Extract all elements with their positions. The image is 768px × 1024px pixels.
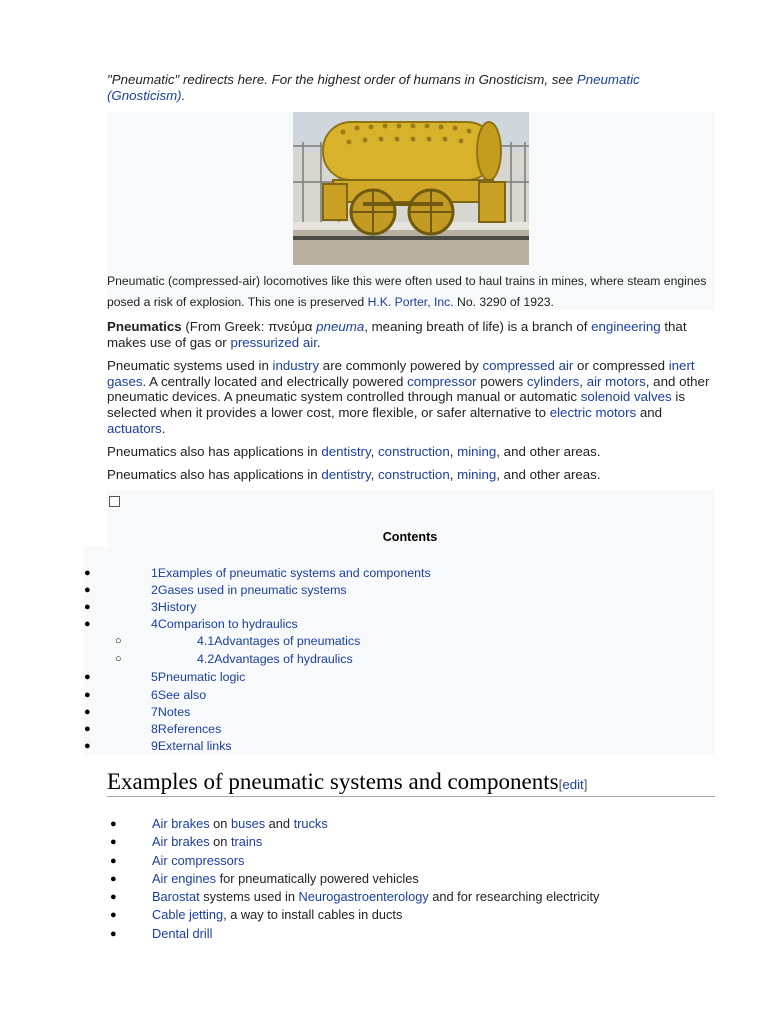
toc-number: 1 [151,566,158,580]
hollow-bullet-icon: ○ [115,635,122,647]
list-item [107,888,715,906]
list-text: on [209,816,231,831]
toc-item-6[interactable] [84,688,207,703]
systems-paragraph [107,358,713,437]
link-buses[interactable]: buses [230,816,266,831]
edit-bracket-open: [ [558,777,563,792]
toc-item-5[interactable] [84,670,246,685]
list-item [107,815,715,833]
bullet-icon: ● [84,567,91,579]
list-text: and for researching electricity [428,889,600,905]
p2-link-compressed-air[interactable]: compressed air [482,358,574,373]
p4-text-2: , [370,467,379,482]
p2-text-3: or compressed [573,358,669,373]
toc-label: Comparison to hydraulics [157,617,298,631]
toc-number: 4 [151,617,158,631]
toc-item-4-2[interactable] [115,652,353,667]
toc-number: 4.1 [197,634,215,648]
edit-link[interactable]: edit [562,777,584,792]
intro-text-4: that makes use of gas or [107,319,687,350]
toc-label: Gases used in pneumatic systems [157,583,347,597]
caption-text-a: Pneumatic (compressed-air) locomotives like this were often used to haul trains in mines, where steam engines posed a risk of explosion. This one is preserved [107,274,707,309]
toc-item-4-1[interactable] [115,634,361,649]
intro-greek: πνεύμα [268,319,313,334]
p3-text-4: , and other areas. [496,444,601,459]
list-text: on [209,834,231,850]
p3-link-construction[interactable]: construction [378,444,450,459]
examples-list [107,815,715,943]
p3-link-mining[interactable]: mining [457,444,497,459]
toc-number: 9 [151,739,158,753]
toc-number: 3 [151,600,158,614]
edit-bracket-close: ] [583,777,588,792]
p2-link-inert-gases[interactable]: inert gases [107,358,695,389]
bullet-icon: ● [84,584,91,596]
p2-text-9: and [636,405,663,421]
intro-text-5: . [316,334,321,350]
p3-link-dentistry[interactable]: dentistry [321,444,371,459]
list-text: for pneumatically powered vehicles [216,870,419,886]
bullet-icon: ● [84,723,91,735]
toc-item-2[interactable] [84,583,347,598]
p4-text-4: , and other areas. [496,467,601,482]
bullet-icon: ● [84,706,91,718]
p2-text-1: Pneumatic systems used in [107,358,273,373]
intro-text-1: (From Greek: [181,319,269,334]
p2-link-solenoid-valves[interactable]: solenoid valves [580,389,672,405]
list-item [107,870,715,888]
toc-label: Advantages of hydraulics [214,652,353,666]
applications-paragraph-repeat [107,467,713,483]
section-heading-text: Examples of pneumatic systems and components [107,769,559,794]
p2-text-2: are commonly powered by [319,358,483,373]
toc-item-1[interactable] [84,566,431,581]
link-dental-drill[interactable]: Dental drill [152,925,213,941]
intro-link-pneuma[interactable]: pneuma [316,319,365,334]
p2-link-actuators[interactable]: actuators [107,420,162,436]
hatnote-end: . [181,88,186,103]
toc-number: 8 [151,722,158,736]
bullet-icon: ● [110,927,117,940]
link-barostat[interactable]: Barostat [152,889,200,905]
toc-number: 2 [151,583,158,597]
list-item [107,833,715,851]
figure-caption [107,271,707,313]
p4-link-construction[interactable]: construction [378,467,450,482]
toc-label: Advantages of pneumatics [214,634,361,648]
toc-item-3[interactable] [84,600,197,615]
bullet-icon: ● [84,618,91,630]
bullet-icon: ● [110,872,117,885]
bullet-icon: ● [110,818,117,830]
p4-link-mining[interactable]: mining [457,467,497,482]
link-air-brakes[interactable]: Air brakes [152,816,210,831]
bullet-icon: ● [110,836,117,849]
p2-link-industry[interactable]: industry [272,358,320,373]
link-air-engines[interactable]: Air engines [152,870,217,886]
toc-label: Pneumatic logic [157,670,246,684]
p2-text-8: is selected when it provides a lower cost, more flexible, or safer alternative to [107,389,686,421]
intro-paragraph [107,319,713,350]
bullet-icon: ● [84,740,91,752]
intro-link-pressurized-air[interactable]: pressurized air [230,334,317,350]
link-air-compressors[interactable]: Air compressors [152,852,245,868]
applications-paragraph [107,444,713,460]
link-trains[interactable]: trains [230,834,263,850]
toc-toggle-checkbox[interactable] [109,496,120,507]
hatnote-text: "Pneumatic" redirects here. For the highest order of humans in Gnosticism, see [107,72,577,87]
list-item [107,852,715,870]
bullet-icon: ● [84,689,91,701]
p3-text-3: , [449,444,458,459]
list-text: systems used in [199,889,299,905]
toc-title: Contents [382,530,438,544]
toc-label: Notes [157,705,191,719]
intro-bold-term: Pneumatics [107,319,182,334]
p2-text-5: powers [476,373,527,389]
toc-number: 5 [151,670,158,684]
link-neurogastroenterology[interactable]: Neurogastroenterology [298,889,429,905]
caption-text-b: No. 3290 of 1923. [453,295,554,309]
section-heading [107,768,715,797]
toc-label: External links [157,739,232,753]
locomotive-figure [107,112,715,310]
bullet-icon: ● [110,854,117,867]
bullet-icon: ● [110,891,117,904]
list-text: and [265,816,294,831]
p2-text-6: , [579,373,587,389]
p2-text-7: , and other pneumatic devices. A pneumatic system controlled through manual or automatic [107,373,710,405]
toc-number: 7 [151,705,158,719]
toc-label: References [157,722,222,736]
toc-item-4[interactable] [84,617,298,632]
toc-label: Examples of pneumatic systems and components [157,566,431,580]
list-text: , a way to install cables in ducts [223,907,403,923]
toc-number: 6 [151,688,158,702]
edit-section-link [559,777,588,792]
p3-text-1: Pneumatics also has applications in [107,444,322,459]
bullet-icon: ● [84,671,91,683]
intro-link-engineering[interactable]: engineering [591,319,661,334]
list-item [107,906,715,924]
p4-link-dentistry[interactable]: dentistry [321,467,371,482]
link-air-brakes[interactable]: Air brakes [152,834,210,850]
p2-text-4: . A centrally located and electrically powered [142,373,408,389]
p4-text-3: , [449,467,458,482]
intro-text-3: , meaning breath of life) is a branch of [364,319,592,334]
table-of-contents [84,490,715,754]
p4-text-1: Pneumatics also has applications in [107,467,322,482]
toc-item-7[interactable] [84,705,191,720]
toc-label: History [157,600,197,614]
hatnote-link[interactable]: Pneumatic (Gnosticism) [107,72,640,103]
bullet-icon: ● [84,601,91,613]
caption-link-hk-porter[interactable]: H.K. Porter, Inc. [367,295,454,309]
hatnote [107,72,667,104]
p2-link-compressor[interactable]: compressor [407,373,477,389]
toc-number: 4.2 [197,652,215,666]
p2-text-10: . [161,420,166,436]
toc-label: See also [157,688,207,702]
p3-text-2: , [370,444,379,459]
hollow-bullet-icon: ○ [115,653,122,665]
list-item [107,925,715,943]
p2-link-air-motors[interactable]: air motors [586,373,646,389]
link-trucks[interactable]: trucks [293,816,328,831]
bullet-icon: ● [110,909,117,922]
link-cable-jetting[interactable]: Cable jetting [152,907,224,923]
p2-link-electric-motors[interactable]: electric motors [549,405,637,421]
p2-link-cylinders[interactable]: cylinders [526,373,580,389]
locomotive-photo[interactable] [293,112,529,265]
toc-item-8[interactable] [84,722,222,737]
toc-item-9[interactable] [84,739,232,754]
